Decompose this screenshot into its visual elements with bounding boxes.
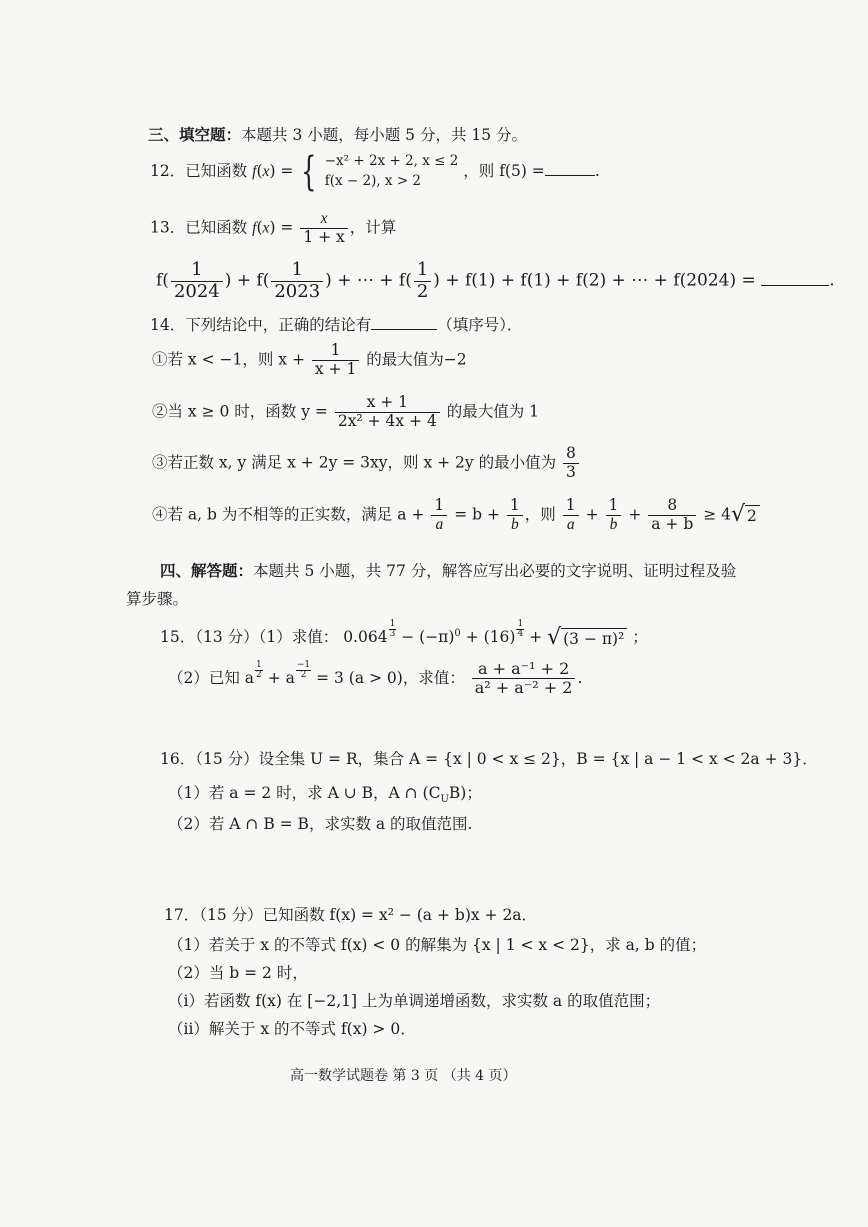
q14-o1-fraction: $\frac{1}{x + 1}$ [312,342,359,379]
sqrt-symbol: √ 2 [731,502,760,528]
brace-icon: { [301,149,317,195]
q14-o4-frac-5: $\frac{8}{a + b}$ [648,497,696,534]
q14-o3-fraction: $\frac{8}{3}$ [563,445,579,482]
q14-option-1: ①若 x < −1，则 x + $\frac{1}{x + 1}$ 的最大值为−2 [152,341,467,378]
q17-part-2: （2）当 b = 2 时， [168,964,308,982]
q12-lead: 12．已知函数 [150,162,248,180]
q14-o4-frac-4: $\frac{1}{b}$ [606,497,622,534]
q16-part-2: （2）若 A ∩ B = B，求实数 a 的取值范围. [168,815,473,833]
q14-option-3: ③若正数 x, y 满足 x + 2y = 3xy，则 x + 2y 的最小值为 $\frac{8}{3}$ [152,445,581,482]
q15-p2-exp-1: $\frac{1}{2}$ [256,659,262,680]
question-14 [150,316,523,335]
q17-part-2-i: （i）若函数 f(x) 在 [−2,1] 上为单调递增函数，求实数 a 的取值范围； [168,992,661,1010]
q13-expression: f( $\frac{1}{2024}$ ) + f( $\frac{1}{2023}$ ) + ⋯ + f( $\frac{1}{2}$ ) + f(1) + f(1) + f(2) + ⋯ + f(2024) = . [156,259,835,302]
q15-p2-fraction: $\frac{\text{a + a⁻¹ + 2}}{\text{a² + a⁻² + 2}}$ [472,660,576,698]
q12-tail: ，则 f(5) = [463,162,545,180]
q15-exp-1: $\frac{1}{3}$ [389,619,396,639]
answer-blank [371,329,437,330]
section4-line-1 [160,562,736,581]
q13-frac-1: $\frac{1}{2024}$ [171,260,223,302]
q13-frac-3: $\frac{1}{2}$ [414,260,431,302]
q13-lead: 13．已知函数 [150,218,248,237]
q16-part-1: （1）若 a = 2 时，求 A ∪ B，A ∩ $(C_UB)$； [168,784,482,806]
section4-line-2: 算步骤。 [126,590,189,608]
q14-o2-fraction: $\frac{x + 1}{\text{2x² + 4x + 4}}$ [335,394,440,431]
question-13: 13．已知函数 f(x) = $\frac{x}{1 + x}$ ，计算 [150,210,397,246]
question-15-part-2: （2）已知 a $\frac{1}{2}$ + a $\frac{-1}{2}$ = 3 (a > 0)，求值： $\frac{\text{a + a⁻¹ + 2}}{\text{a² + a⁻² + 2}}$ . [168,659,583,698]
q14-option-4: ④若 a, b 为不相等的正实数，满足 a + $\frac{1}{a}$ = b + $\frac{1}{b}$ ，则 $\frac{1}{a}$ + $\frac{1}{b}$ + $\frac{8}{a + b}$ ≥ 4√ 2 [152,497,760,534]
q13-tail: ，计算 [349,218,397,237]
section4-text: 本题共 5 小题，共 77 分，解答应写出必要的文字说明、证明过程及验 [253,562,737,580]
question-17: 17．（15 分）已知函数 f(x) = x² − (a + b)x + 2a． [164,906,538,924]
q12-case-1: −x² + 2x + 2, x ≤ 2 [324,153,459,170]
q15-p2-exp-2: $\frac{-1}{2}$ [296,659,311,680]
q14-lead: 14．下列结论中，正确的结论有 [150,316,372,334]
question-15-part-1: 15．（13 分）（1）求值： 0.064 $\frac{1}{3}$ − $(-\pi)^0 + (16)$ $\frac{1}{4}$ + √ (3 − π)² ； [160,619,648,650]
section3-text: 本题共 3 小题，每小题 5 分，共 15 分。 [241,126,528,144]
q13-fraction: $\frac{x}{1 + x}$ [300,210,347,247]
section3-heading: 三、填空题： [148,125,242,144]
sqrt-symbol: √ (3 − π)² [547,625,627,651]
q14-tail: （填序号）． [437,316,523,334]
q17-part-2-ii: （ii）解关于 x 的不等式 f(x) > 0． [168,1020,416,1038]
q14-option-2: ②当 x ≥ 0 时，函数 y = $\frac{x + 1}{\text{2x² + 4x + 4}}$ 的最大值为 1 [152,393,540,430]
q15-exp-2: $\frac{1}{4}$ [517,619,524,639]
question-16: 16．（15 分）设全集 U = R，集合 A = {x | 0 < x ≤ 2}，B = {x | a − 1 < x < 2a + 3}． [160,750,818,768]
q17-part-1: （1）若关于 x 的不等式 f(x) < 0 的解集为 {x | 1 < x < 2}，求 a, b 的值； [168,936,707,954]
page-footer: 高一数学试题卷 第 3 页 （共 4 页） [290,1068,517,1084]
q13-frac-2: $\frac{1}{2023}$ [271,260,323,302]
q14-o4-frac-3: $\frac{1}{a}$ [563,497,579,534]
section4-heading: 四、解答题： [160,561,254,580]
section3-line [148,126,527,145]
answer-blank [545,175,595,176]
answer-blank [761,285,829,286]
q14-o4-frac-2: $\frac{1}{b}$ [507,497,523,534]
q12-cases [325,152,459,191]
q12-case-2: f(x − 2), x > 2 [324,173,422,189]
question-12: 12．已知函数 f(x) = { −x² + 2x + 2, x ≤ 2 f(x − 2), x > 2 ，则 f(5) = . [150,149,600,195]
q14-o4-frac-1: $\frac{1}{a}$ [431,497,447,534]
